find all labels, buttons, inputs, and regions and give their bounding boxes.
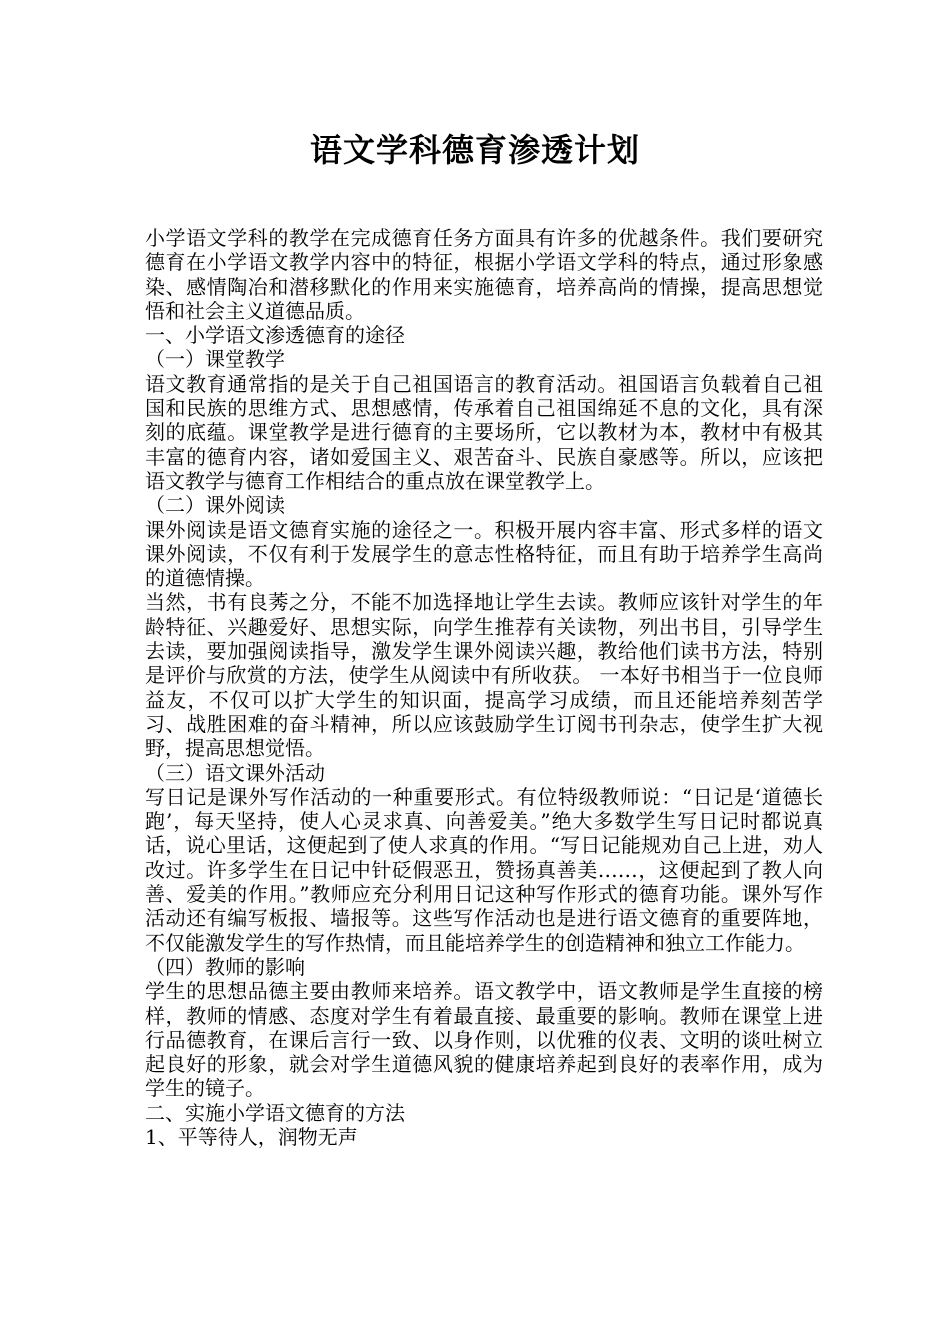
section-heading-2: 二、实施小学语文德育的方法	[145, 1100, 405, 1125]
paragraph-intro: 小学语文学科的教学在完成德育任务方面具有许多的优越条件。我们要研究德育在小学语文教学内容中的特征，根据小学语文学科的特点，通过形象感染、感情陶冶和潜移默化的作用来实施德育，培养高尚的情操，提高思想觉悟和社会主义道德品质。	[145, 226, 823, 323]
document-title: 语文学科德育渗透计划	[309, 131, 640, 169]
subsection-heading-equality: 1、平等待人，润物无声	[145, 1124, 358, 1149]
subsection-heading-activities: （三）语文课外活动	[145, 760, 325, 785]
paragraph-activities: 写日记是课外写作活动的一种重要形式。有位特级教师说：“日记是‘道德长跑’，每天坚持，使人心灵求真、向善爱美。”绝大多数学生写日记时都说真话，说心里话，这便起到了使人求真的作用。“写日记能规劝自己上进，劝人改过。许多学生在日记中针砭假恶丑，赞扬真善美……，这便起到了教人向善、爱美的作用。”教师应充分利用日记这种写作形式的德育功能。课外写作活动还有编写板报、墙报等。这些写作活动也是进行语文德育的重要阵地，不仅能激发学生的写作热情，而且能培养学生的创造精神和独立工作能力。	[145, 784, 823, 955]
subsection-heading-classroom: （一）课堂教学	[145, 347, 285, 372]
paragraph-reading-2: 当然，书有良莠之分，不能不加选择地让学生去读。教师应该针对学生的年龄特征、兴趣爱好、思想实际，向学生推荐有关读物，列出书目，引导学生去读，要加强阅读指导，激发学生课外阅读兴趣，教给他们读书方法，特别是评价与欣赏的方法，使学生从阅读中有所收获。 一本好书相当于一位良师益友，不仅可以扩大学生的知识面，提高学习成绩，而且还能培养刻苦学习、战胜困难的奋斗精神，所以应该鼓励学生订阅书刊杂志，使学生扩大视野，提高思想觉悟。	[145, 590, 823, 761]
subsection-heading-reading: （二）课外阅读	[145, 493, 285, 518]
paragraph-classroom: 语文教育通常指的是关于自己祖国语言的教育活动。祖国语言负载着自己祖国和民族的思维方式、思想感情，传承着自己祖国绵延不息的文化，具有深刻的底蕴。课堂教学是进行德育的主要场所，它以教材为本，教材中有极其丰富的德育内容，诸如爱国主义、艰苦奋斗、民族自豪感等。所以，应该把语文教学与德育工作相结合的重点放在课堂教学上。	[145, 371, 823, 493]
paragraph-reading-1: 课外阅读是语文德育实施的途径之一。积极开展内容丰富、形式多样的语文课外阅读，不仅有利于发展学生的意志性格特征，而且有助于培养学生高尚的道德情操。	[145, 517, 823, 591]
subsection-heading-teacher: （四）教师的影响	[145, 954, 305, 979]
paragraph-teacher: 学生的思想品德主要由教师来培养。语文教学中，语文教师是学生直接的榜样，教师的情感、态度对学生有着最直接、最重要的影响。教师在课堂上进行品德教育，在课后言行一致、以身作则，以优雅的仪表、文明的谈吐树立起良好的形象，就会对学生道德风貌的健康培养起到良好的表率作用，成为学生的镜子。	[145, 979, 823, 1101]
document-body	[145, 226, 823, 1149]
section-heading-1: 一、小学语文渗透德育的途径	[145, 323, 405, 348]
